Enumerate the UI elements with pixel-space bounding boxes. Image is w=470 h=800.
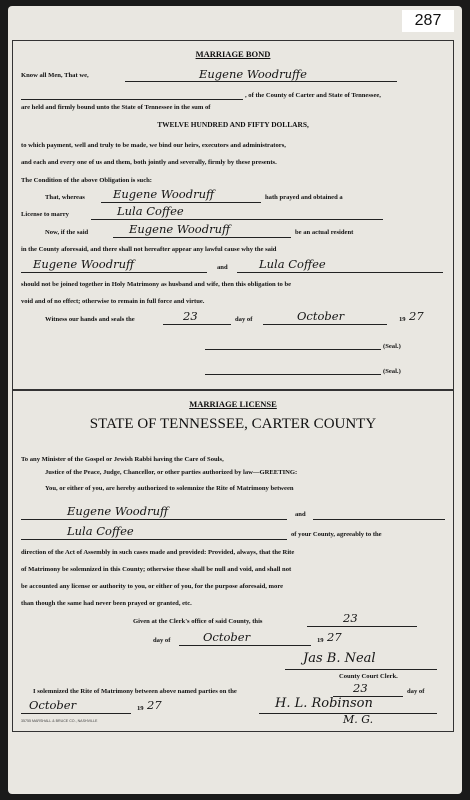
bond-groom-name: Eugene Woodruffe bbox=[199, 67, 307, 81]
bond-that-whereas: That, whereas bbox=[45, 194, 85, 201]
bond-seal-2: (Seal.) bbox=[383, 368, 401, 375]
bond-void: void and of no effect; otherwise to remain in full force and virtue. bbox=[21, 298, 205, 305]
bond-sum: TWELVE HUNDRED AND FIFTY DOLLARS, bbox=[157, 120, 309, 129]
minister-signature: H. L. Robinson bbox=[275, 696, 373, 711]
license-of-county: of your County, agreeably to the bbox=[291, 531, 382, 538]
license-given: Given at the Clerk's office of said County, this bbox=[133, 618, 263, 625]
license-month-line bbox=[179, 645, 311, 646]
bond-title: MARRIAGE BOND bbox=[195, 49, 271, 59]
bond-payment: to which payment, well and truly to be made, we bind our heirs, executors and administrators, bbox=[21, 142, 286, 149]
solemnized-year: 27 bbox=[147, 698, 162, 712]
license-heading: STATE OF TENNESSEE, CARTER COUNTY bbox=[89, 416, 377, 432]
solemnized-month-line bbox=[21, 713, 131, 714]
bond-know-all-men: Know all Men, That we, bbox=[21, 72, 89, 79]
bond-year: 27 bbox=[409, 309, 424, 323]
bond-resident-name: Eugene Woodruff bbox=[129, 222, 231, 236]
bond-seal-1: (Seal.) bbox=[383, 343, 401, 350]
license-year: 27 bbox=[327, 630, 342, 644]
bond-now-if: Now, if the said bbox=[45, 229, 89, 236]
bond-month-line bbox=[263, 324, 387, 325]
license-day-line bbox=[307, 626, 417, 627]
bond-party-groom: Eugene Woodruff bbox=[33, 257, 135, 271]
printer-imprint: 35755 MARSHALL & BRUCE CO., NASHVILLE bbox=[21, 719, 98, 723]
bond-and: and bbox=[217, 264, 228, 271]
bond-condition: The Condition of the above Obligation is such: bbox=[21, 177, 152, 184]
bond-line-3 bbox=[113, 237, 291, 238]
bond-seal-line-2 bbox=[205, 374, 381, 375]
bond-be-resident: be an actual resident bbox=[295, 229, 354, 236]
bond-not-joined: should not be joined together in Holy Matrimony as husband and wife, then this obligation to be bbox=[21, 281, 292, 288]
marriage-bond-section bbox=[12, 40, 454, 390]
bond-witness: Witness our hands and seals the bbox=[45, 316, 135, 323]
license-day-of-end: day of bbox=[407, 688, 425, 695]
license-you: You, or either of you, are hereby authorized to solemnize the Rite of Matrimony between bbox=[45, 485, 294, 492]
license-to-any: To any Minister of the Gospel or Jewish Rabbi having the Care of Souls, bbox=[21, 456, 224, 463]
bond-line-1 bbox=[101, 202, 261, 203]
bond-line-5 bbox=[237, 272, 443, 273]
bond-applicant-name: Eugene Woodruff bbox=[113, 187, 215, 201]
bond-line-2 bbox=[91, 219, 383, 220]
clerk-signature-line bbox=[285, 669, 437, 670]
license-day: 23 bbox=[343, 611, 358, 625]
bond-seal-line-1 bbox=[205, 349, 381, 350]
license-groom-name: Eugene Woodruff bbox=[67, 504, 169, 518]
license-bride-line bbox=[21, 539, 287, 540]
solemnized-month: October bbox=[29, 698, 77, 712]
license-day-of: day of bbox=[153, 637, 171, 644]
bond-month: October bbox=[297, 309, 345, 323]
solemnized-year-prefix: 19 bbox=[137, 705, 144, 712]
license-month: October bbox=[203, 630, 251, 644]
document-page bbox=[8, 6, 462, 794]
marriage-license-section bbox=[12, 390, 454, 732]
page-number: 287 bbox=[402, 10, 454, 32]
license-and-line bbox=[313, 519, 445, 520]
license-clerk: County Court Clerk. bbox=[339, 673, 398, 680]
bond-party-bride: Lula Coffee bbox=[259, 257, 326, 271]
license-justices: Justice of the Peace, Judge, Chancellor, or other parties authorized by law—GREETING: bbox=[45, 469, 298, 476]
license-and: and bbox=[295, 511, 306, 518]
license-direction: direction of the Act of Assembly in such cases made and provided: Provided, always, that the Rite bbox=[21, 549, 295, 556]
bond-principals-line bbox=[125, 81, 397, 82]
bond-day-line bbox=[163, 324, 231, 325]
bond-county-line: , of the County of Carter and State of Tennessee, bbox=[245, 92, 381, 99]
license-than-though: than though the same had never been prayed or granted, etc. bbox=[21, 600, 192, 607]
bond-in-county: in the County aforesaid, and there shall not hereafter appear any lawful cause why the said bbox=[21, 246, 277, 253]
bond-bride-name: Lula Coffee bbox=[117, 204, 184, 218]
license-matrimony: of Matrimony be solemnized in this County; otherwise these shall be null and void, and shall not bbox=[21, 566, 292, 573]
license-bride-name: Lula Coffee bbox=[67, 524, 134, 538]
license-year-prefix: 19 bbox=[317, 637, 324, 644]
bond-day: 23 bbox=[183, 309, 198, 323]
bond-hath-prayed: hath prayed and obtained a bbox=[265, 194, 343, 201]
bond-held-bound: are held and firmly bound unto the State of Tennessee in the sum of bbox=[21, 104, 211, 111]
bond-surety-line bbox=[21, 99, 243, 100]
license-groom-line bbox=[21, 519, 287, 520]
solemnized-day: 23 bbox=[353, 681, 368, 695]
license-solemnized: I solemnized the Rite of Matrimony between above named parties on the bbox=[33, 688, 237, 695]
bond-line-4 bbox=[21, 272, 207, 273]
bond-day-of: day of bbox=[235, 316, 253, 323]
clerk-signature: Jas B. Neal bbox=[303, 651, 376, 666]
bond-year-prefix: 19 bbox=[399, 316, 406, 323]
bond-license-to-marry: License to marry bbox=[21, 211, 69, 218]
minister-title: M. G. bbox=[343, 713, 374, 726]
license-title: MARRIAGE LICENSE bbox=[189, 399, 277, 409]
bond-jointly: and each and every one of us and them, both jointly and severally, firmly by these presents. bbox=[21, 159, 277, 166]
license-accounted: be accounted any license or authority to you, or either of you, for the purpose aforesaid, more bbox=[21, 583, 284, 590]
